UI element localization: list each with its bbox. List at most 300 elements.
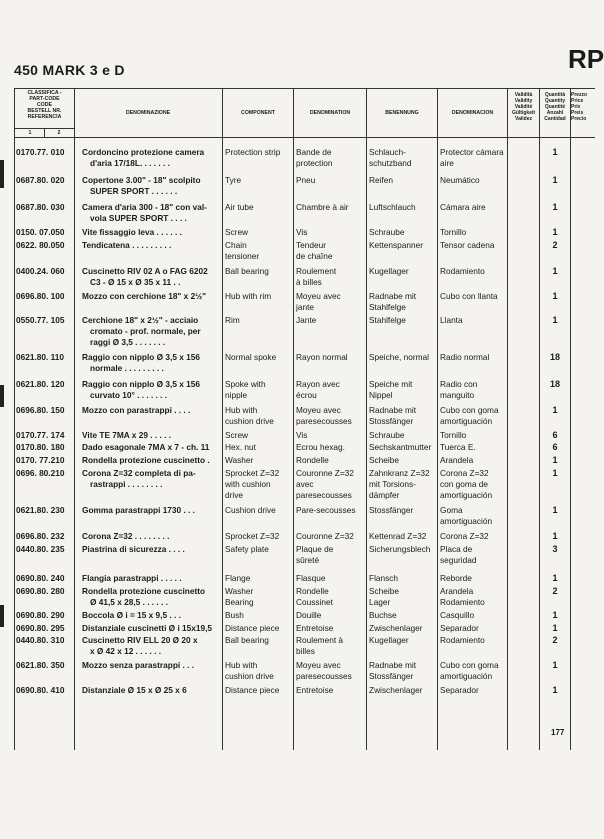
denomination-line: Moyeu avec <box>296 291 341 301</box>
benennung-cell <box>369 202 435 213</box>
denomination-cell <box>296 573 364 584</box>
denominacion-line: Tuerca E. <box>440 442 476 452</box>
denomination-line: Roulement à <box>296 635 344 645</box>
part-code-cell <box>16 573 76 584</box>
quantity-cell <box>543 573 567 584</box>
table-row <box>0 147 595 173</box>
part-code-line: 0696. 80.210 <box>16 468 65 478</box>
part-code-cell <box>16 468 76 479</box>
component-cell <box>225 455 291 466</box>
denomination-line: avec <box>296 479 314 489</box>
denominazione-line: SUPER SPORT . . . . . . <box>90 186 178 196</box>
denomination-line: Pare-secousses <box>296 505 356 515</box>
denominazione-line: Gomma parastrappi 1730 . . . <box>82 505 195 515</box>
component-cell <box>225 405 291 427</box>
denominazione-line: Ø 41,5 x 28,5 . . . . . . <box>90 597 168 607</box>
benennung-line: Sicherungsblech <box>369 544 431 554</box>
denominazione-line: Boccola Ø i = 15 x 9,5 . . . <box>82 610 181 620</box>
denomination-line: Plaque de <box>296 544 334 554</box>
quantity-line: 1 <box>552 623 558 633</box>
quantity-cell <box>543 455 567 466</box>
part-code-cell <box>16 531 76 542</box>
denominazione-line: vola SUPER SPORT . . . . <box>90 213 187 223</box>
denominazione-line: Flangia parastrappi . . . . . <box>82 573 182 583</box>
quantity-line: 3 <box>552 544 558 554</box>
denomination-cell <box>296 610 364 621</box>
quantity-line: 1 <box>552 202 558 212</box>
quantity-cell <box>543 685 567 696</box>
benennung-line: Zahnkranz Z=32 <box>369 468 430 478</box>
quantity-cell <box>543 227 567 238</box>
part-code-cell <box>16 544 76 555</box>
denomination-line: Vis <box>296 430 308 440</box>
part-code-cell <box>16 202 76 213</box>
benennung-line: Schraube <box>369 430 405 440</box>
denominazione-line: Cuscinetto RIV ELL 20 Ø 20 x <box>82 635 198 645</box>
denomination-line: billes <box>296 646 315 656</box>
component-line: Distance piece <box>225 685 280 695</box>
quantity-cell <box>543 586 567 597</box>
component-line: Air tube <box>225 202 254 212</box>
component-line: Hub with rim <box>225 291 272 301</box>
part-code-cell <box>16 175 76 186</box>
denomination-cell <box>296 405 364 427</box>
benennung-cell <box>369 610 435 621</box>
benennung-cell <box>369 531 435 542</box>
component-line: Bush <box>225 610 244 620</box>
component-line: Safety plate <box>225 544 269 554</box>
denominazione-cell <box>82 660 222 671</box>
denomination-line: Bande de <box>296 147 332 157</box>
component-line: cushion drive <box>225 671 274 681</box>
part-code-cell <box>16 379 76 390</box>
denominacion-cell <box>440 685 508 696</box>
part-code-cell <box>16 405 76 416</box>
denominazione-line: Raggio con nipplo Ø 3,5 x 156 <box>82 379 201 389</box>
benennung-line: Speiche, normal <box>369 352 429 362</box>
denominacion-line: amortiguación <box>440 516 493 526</box>
quantity-line: 1 <box>552 455 558 465</box>
denominazione-line: Cerchione 18" x 2½" - acciaio <box>82 315 199 325</box>
denominacion-cell <box>440 352 508 363</box>
benennung-cell <box>369 430 435 441</box>
table-row <box>0 544 595 570</box>
denominazione-cell <box>82 315 222 348</box>
denomination-cell <box>296 266 364 288</box>
component-cell <box>225 291 291 302</box>
quantity-cell <box>543 544 567 555</box>
denominazione-line: Vite TE 7MA x 29 . . . . . <box>82 430 171 440</box>
denominacion-line: amortiguación <box>440 490 493 500</box>
quantity-cell <box>543 505 567 516</box>
denominazione-line: Copertone 3.00" - 18" scolpito <box>82 175 201 185</box>
part-code-cell <box>16 586 76 597</box>
quantity-cell <box>543 405 567 416</box>
denominacion-line: Radio con <box>440 379 478 389</box>
denominacion-line: Corona Z=32 <box>440 531 489 541</box>
part-code-line: 0170. 77.210 <box>16 455 65 465</box>
header-denominacion: DENOMINACION <box>451 110 494 116</box>
denominacion-line: Separador <box>440 623 479 633</box>
benennung-cell <box>369 227 435 238</box>
denominacion-cell <box>440 175 508 186</box>
denomination-line: Rondelle <box>296 586 329 596</box>
denominazione-cell <box>82 586 222 608</box>
header-component: COMPONENT <box>241 110 275 116</box>
part-code-line: 0400.24. 060 <box>16 266 65 276</box>
quantity-line: 1 <box>552 291 558 301</box>
benennung-line: Stossfänger <box>369 671 414 681</box>
denominacion-cell <box>440 202 508 213</box>
denomination-line: protection <box>296 158 333 168</box>
part-code-cell <box>16 685 76 696</box>
denomination-line: Entretoise <box>296 623 334 633</box>
denominacion-cell <box>440 531 508 542</box>
denomination-line: paresecousses <box>296 490 352 500</box>
component-line: Flange <box>225 573 251 583</box>
denominacion-cell <box>440 505 508 527</box>
header-classifica: CLASSIFICA - PART-CODE CODE BESTELL NR. REFERENCIA <box>27 90 62 120</box>
benennung-cell <box>369 685 435 696</box>
part-code-cell <box>16 660 76 671</box>
denominacion-cell <box>440 227 508 238</box>
part-code-cell <box>16 352 76 363</box>
denominazione-cell <box>82 405 222 416</box>
quantity-line: 1 <box>552 227 558 237</box>
component-line: Sprocket Z=32 <box>225 468 280 478</box>
denomination-cell <box>296 660 364 682</box>
denominacion-line: Llanta <box>440 315 463 325</box>
table-row <box>0 266 595 292</box>
component-line: Spoke with <box>225 379 266 389</box>
quantity-line: 1 <box>552 175 558 185</box>
component-cell <box>225 379 291 401</box>
component-line: Screw <box>225 227 249 237</box>
component-cell <box>225 175 291 186</box>
benennung-line: Reifen <box>369 175 393 185</box>
denominacion-cell <box>440 266 508 277</box>
denominazione-cell <box>82 175 222 197</box>
benennung-cell <box>369 635 435 646</box>
denominacion-cell <box>440 468 508 501</box>
denominazione-line: Corona Z=32 completa di pa- <box>82 468 196 478</box>
denomination-line: Flasque <box>296 573 326 583</box>
denominazione-cell <box>82 442 222 453</box>
denominacion-cell <box>440 405 508 427</box>
table-row <box>0 505 595 531</box>
benennung-line: Kugellager <box>369 266 409 276</box>
part-code-line: 0440.80. 235 <box>16 544 65 554</box>
part-code-cell <box>16 291 76 302</box>
part-code-line: 0621.80. 230 <box>16 505 65 515</box>
denomination-cell <box>296 352 364 363</box>
part-code-cell <box>16 147 76 158</box>
component-cell <box>225 266 291 277</box>
benennung-line: Scheibe <box>369 455 399 465</box>
benennung-line: Stahlfelge <box>369 315 406 325</box>
part-code-cell <box>16 455 76 466</box>
denominacion-cell <box>440 660 508 682</box>
denomination-cell <box>296 635 364 657</box>
denominacion-cell <box>440 442 508 453</box>
denominacion-line: Rodamiento <box>440 266 485 276</box>
denominazione-cell <box>82 531 222 542</box>
denominacion-line: Neumático <box>440 175 480 185</box>
denomination-cell <box>296 586 364 608</box>
benennung-line: Nippel <box>369 390 393 400</box>
denomination-line: jante <box>296 302 314 312</box>
benennung-line: Kettenspanner <box>369 240 423 250</box>
quantity-cell <box>543 610 567 621</box>
part-code-line: 0687.80. 030 <box>16 202 65 212</box>
component-cell <box>225 660 291 682</box>
component-cell <box>225 610 291 621</box>
component-line: Hex. nut <box>225 442 256 452</box>
component-cell <box>225 430 291 441</box>
quantity-cell <box>543 266 567 277</box>
denominacion-cell <box>440 635 508 646</box>
denomination-cell <box>296 455 364 466</box>
component-cell <box>225 505 291 516</box>
table-row <box>0 352 595 378</box>
denominacion-line: amortiguación <box>440 416 493 426</box>
denomination-line: Ecrou hexag. <box>296 442 345 452</box>
denominazione-cell <box>82 291 222 302</box>
part-code-cell <box>16 635 76 646</box>
denomination-line: Rondelle <box>296 455 329 465</box>
benennung-cell <box>369 573 435 584</box>
benennung-cell <box>369 468 435 501</box>
part-code-line: 0150. 07.050 <box>16 227 65 237</box>
denominazione-cell <box>82 266 222 288</box>
quantity-cell <box>543 291 567 302</box>
part-code-line: 0696.80. 150 <box>16 405 65 415</box>
benennung-cell <box>369 405 435 427</box>
benennung-line: Speiche mit <box>369 379 413 389</box>
part-code-line: 0690.80. 290 <box>16 610 65 620</box>
denomination-cell <box>296 147 364 169</box>
component-line: Chain <box>225 240 247 250</box>
denominazione-line: Rondella protezione cuscinetto <box>82 586 206 596</box>
benennung-line: Buchse <box>369 610 397 620</box>
denomination-line: Pneu <box>296 175 316 185</box>
denominacion-cell <box>440 623 508 634</box>
denomination-line: écrou <box>296 390 317 400</box>
benennung-cell <box>369 147 435 169</box>
part-code-cell <box>16 442 76 453</box>
benennung-line: Zwischenlager <box>369 623 423 633</box>
benennung-cell <box>369 379 435 401</box>
denomination-cell <box>296 175 364 186</box>
benennung-cell <box>369 240 435 251</box>
denominazione-line: cromato - prof. normale, per <box>90 326 201 336</box>
component-cell <box>225 352 291 363</box>
denominacion-cell <box>440 147 508 169</box>
denominacion-line: Cámara aire <box>440 202 486 212</box>
denominazione-line: raggi Ø 3,5 . . . . . . . <box>90 337 166 347</box>
denominazione-cell <box>82 379 222 401</box>
denomination-cell <box>296 379 364 401</box>
denomination-cell <box>296 291 364 313</box>
denominacion-line: seguridad <box>440 555 477 565</box>
denomination-line: Rayon avec <box>296 379 340 389</box>
denominacion-line: Separador <box>440 685 479 695</box>
denomination-cell <box>296 544 364 566</box>
quantity-line: 6 <box>552 430 558 440</box>
component-line: Washer <box>225 586 254 596</box>
component-cell <box>225 202 291 213</box>
header-quantita: Quantità Quantity Quantité Anzahl Cantidad <box>544 92 566 122</box>
quantity-line: 1 <box>552 147 558 157</box>
table-row <box>0 660 595 686</box>
benennung-line: Radnabe mit <box>369 405 417 415</box>
denominazione-cell <box>82 573 222 584</box>
component-line: Distance piece <box>225 623 280 633</box>
denominazione-line: C3 - Ø 15 x Ø 35 x 11 . . <box>90 277 181 287</box>
denominacion-line: Cubo con goma <box>440 405 499 415</box>
denominazione-line: Distanziale Ø 15 x Ø 25 x 6 <box>82 685 187 695</box>
denominazione-line: Vite fissaggio leva . . . . . . <box>82 227 182 237</box>
quantity-cell <box>543 531 567 542</box>
part-code-line: 0550.77. 105 <box>16 315 65 325</box>
part-code-cell <box>16 315 76 326</box>
denominazione-cell <box>82 610 222 621</box>
table-row <box>0 468 595 500</box>
denominacion-cell <box>440 430 508 441</box>
denominacion-cell <box>440 315 508 326</box>
benennung-line: Flansch <box>369 573 399 583</box>
denominacion-line: manguito <box>440 390 475 400</box>
component-cell <box>225 442 291 453</box>
part-code-line: 0170.77. 174 <box>16 430 65 440</box>
denomination-line: Moyeu avec <box>296 405 341 415</box>
quantity-cell <box>543 468 567 479</box>
part-code-cell <box>16 266 76 277</box>
component-line: Ball bearing <box>225 635 269 645</box>
denomination-line: de chaîne <box>296 251 333 261</box>
benennung-cell <box>369 505 435 516</box>
benennung-line: Radnabe mit <box>369 660 417 670</box>
denominacion-line: Corona Z=32 <box>440 468 489 478</box>
benennung-line: Kettenrad Z=32 <box>369 531 427 541</box>
denomination-line: Rayon normal <box>296 352 348 362</box>
component-line: Bearing <box>225 597 254 607</box>
denominacion-line: Reborde <box>440 573 472 583</box>
quantity-line: 1 <box>552 505 558 515</box>
component-cell <box>225 573 291 584</box>
denominacion-line: Tensor cadena <box>440 240 495 250</box>
component-line: drive <box>225 490 243 500</box>
part-code-line: 0621.80. 120 <box>16 379 65 389</box>
denominazione-line: Mozzo con cerchione 18" x 2½" <box>82 291 207 301</box>
benennung-line: Radnabe mit <box>369 291 417 301</box>
denominacion-line: Rodamiento <box>440 597 485 607</box>
quantity-cell <box>543 379 567 390</box>
denomination-cell <box>296 685 364 696</box>
part-code-line: 0170.77. 010 <box>16 147 65 157</box>
part-code-line: 0690.80. 240 <box>16 573 65 583</box>
denomination-line: Coussinet <box>296 597 333 607</box>
denominazione-line: Tendicatena . . . . . . . . . <box>82 240 172 250</box>
component-cell <box>225 544 291 555</box>
quantity-cell <box>543 660 567 671</box>
denominazione-cell <box>82 544 222 555</box>
part-code-line: 0690.80. 280 <box>16 586 65 596</box>
part-code-cell <box>16 610 76 621</box>
table-row <box>0 291 595 317</box>
benennung-cell <box>369 660 435 682</box>
quantity-cell <box>543 623 567 634</box>
quantity-line: 18 <box>549 352 560 362</box>
denominazione-line: Cordoncino protezione camera <box>82 147 205 157</box>
table-row <box>0 315 595 347</box>
denominazione-line: curvato 10° . . . . . . . <box>90 390 168 400</box>
benennung-cell <box>369 623 435 634</box>
header-sub2: 2 <box>57 130 61 136</box>
section-code: RP <box>568 44 604 74</box>
denominacion-cell <box>440 586 508 608</box>
denomination-cell <box>296 468 364 501</box>
component-cell <box>225 623 291 634</box>
component-line: Tyre <box>225 175 242 185</box>
page-number: 177 <box>551 728 565 737</box>
denominacion-line: Protector cámara <box>440 147 504 157</box>
benennung-line: schutzband <box>369 158 412 168</box>
benennung-line: Scheibe <box>369 586 399 596</box>
denominacion-cell <box>440 573 508 584</box>
denominazione-line: Rondella protezione cuscinetto . <box>82 455 210 465</box>
denominazione-line: rastrappi . . . . . . . . <box>90 479 163 489</box>
denominacion-line: Radio normal <box>440 352 490 362</box>
denomination-cell <box>296 531 364 542</box>
denominacion-line: aire <box>440 158 454 168</box>
part-code-line: 0170.80. 180 <box>16 442 65 452</box>
quantity-line: 1 <box>552 573 558 583</box>
quantity-cell <box>543 352 567 363</box>
table-row <box>0 379 595 405</box>
denomination-line: Vis <box>296 227 308 237</box>
benennung-line: Stossfänger <box>369 505 414 515</box>
denominacion-cell <box>440 240 508 251</box>
benennung-cell <box>369 442 435 453</box>
header-prezzo: Prezzo Price Prix Preis Precio <box>571 92 588 122</box>
denominacion-cell <box>440 379 508 401</box>
part-code-line: 0696.80. 100 <box>16 291 65 301</box>
component-line: nipple <box>225 390 248 400</box>
quantity-cell <box>543 240 567 251</box>
quantity-line: 1 <box>552 315 558 325</box>
benennung-cell <box>369 175 435 186</box>
page-title: 450 MARK 3 e D <box>14 62 125 78</box>
denomination-line: Douille <box>296 610 322 620</box>
denominazione-cell <box>82 227 222 238</box>
denominazione-cell <box>82 455 222 466</box>
header-benennung: BENENNUNG <box>385 110 419 116</box>
denominacion-line: Arandela <box>440 455 474 465</box>
denominazione-line: Mozzo con parastrappi . . . . <box>82 405 191 415</box>
denomination-line: Couronne Z=32 <box>296 468 354 478</box>
denominacion-line: Tornillo <box>440 430 467 440</box>
denomination-line: Entretoise <box>296 685 334 695</box>
part-code-cell <box>16 505 76 516</box>
denominazione-line: d'aria 17/18L. . . . . . . <box>90 158 170 168</box>
quantity-line: 1 <box>552 266 558 276</box>
denominazione-cell <box>82 147 222 169</box>
quantity-cell <box>543 175 567 186</box>
denominazione-line: Camera d'aria 300 - 18" con val- <box>82 202 207 212</box>
table-row <box>0 685 595 711</box>
table-row <box>0 202 595 228</box>
